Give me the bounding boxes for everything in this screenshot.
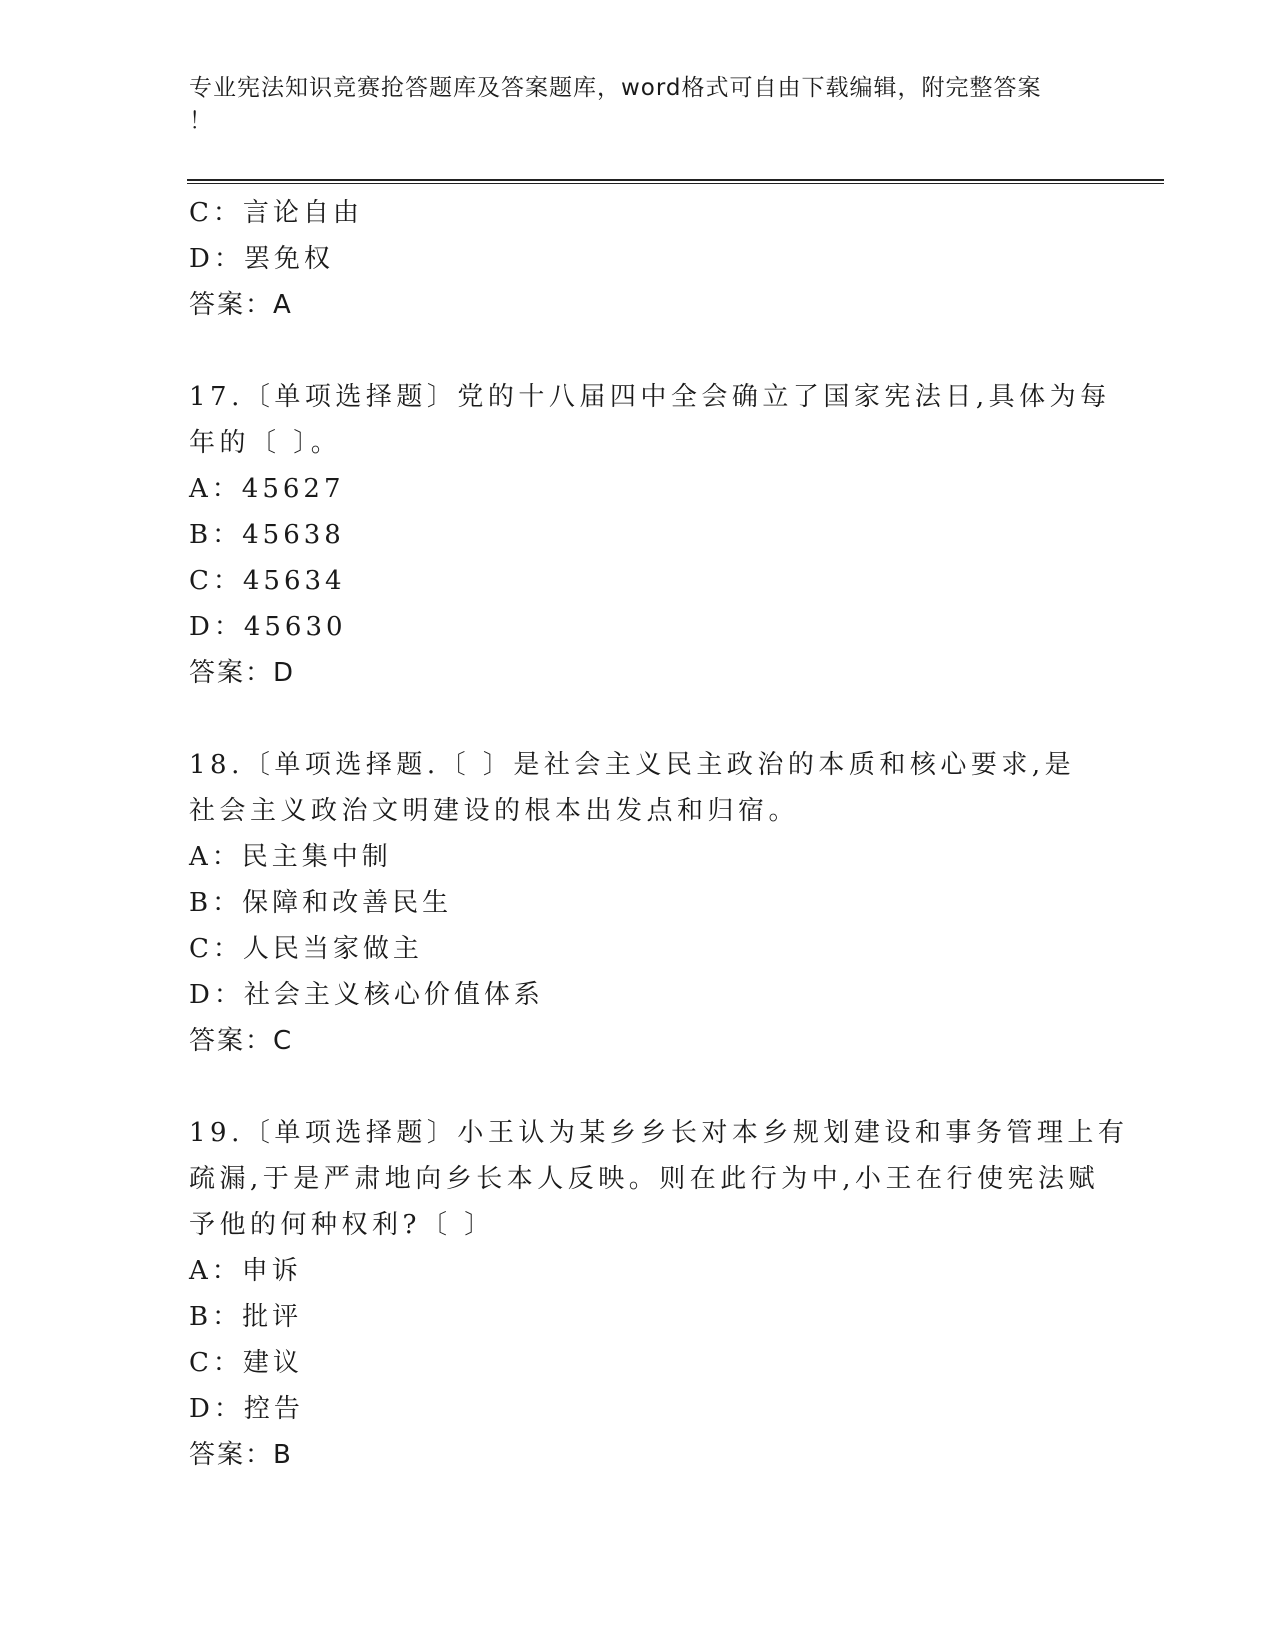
answer-line: 答案：B (189, 1440, 293, 1470)
option-c: C：建议 (189, 1348, 303, 1378)
question-stem (189, 1110, 1129, 1248)
option-a: A：民主集中制 (189, 842, 392, 872)
option-b: B：批评 (189, 1302, 303, 1332)
stem-line: 18.〔单项选择题.〔 〕是社会主义民主政治的本质和核心要求,是 (189, 750, 1076, 780)
header-rule-thick (187, 179, 1164, 181)
option-b: B：45638 (189, 520, 345, 550)
stem-line: 予他的何种权利?〔 〕 (189, 1210, 495, 1240)
stem-line: 17.〔单项选择题〕党的十八届四中全会确立了国家宪法日,具体为每 (189, 382, 1111, 412)
option-c: C：言论自由 (189, 198, 363, 228)
option-a: A：45627 (189, 474, 345, 504)
question-block-19 (189, 1110, 1129, 1478)
question-stem (189, 374, 1111, 466)
option-a: A：申诉 (189, 1256, 302, 1286)
header-rule-thin (187, 183, 1164, 184)
option-d: D：社会主义核心价值体系 (189, 980, 544, 1010)
option-d: D：罢免权 (189, 244, 334, 274)
question-block-17 (189, 374, 1111, 696)
options (189, 1248, 1089, 1432)
question-stem (189, 742, 1089, 834)
options (189, 466, 1089, 650)
question-block-16 (189, 190, 1089, 328)
stem-line: 年的〔 〕。 (189, 428, 342, 458)
question-list (189, 190, 1129, 1478)
option-d: D：45630 (189, 612, 347, 642)
option-c: C：人民当家做主 (189, 934, 423, 964)
stem-line: 社会主义政治文明建设的根本出发点和归宿。 (189, 796, 800, 826)
page-header (189, 72, 1069, 138)
header-title-line-1: 专业宪法知识竞赛抢答题库及答案题库，word格式可自由下载编辑，附完整答案 (189, 75, 1042, 101)
question-block-18 (189, 742, 1089, 1064)
option-d: D：控告 (189, 1394, 304, 1424)
answer-line: 答案：A (189, 290, 293, 320)
header-title-line-2: ！ (189, 108, 213, 134)
options (189, 190, 1089, 282)
answer-line: 答案：D (189, 658, 296, 688)
stem-line: 疏漏,于是严肃地向乡长本人反映。则在此行为中,小王在行使宪法赋 (189, 1164, 1100, 1194)
option-c: C：45634 (189, 566, 346, 596)
option-b: B：保障和改善民生 (189, 888, 453, 918)
stem-line: 19.〔单项选择题〕小王认为某乡乡长对本乡规划建设和事务管理上有 (189, 1118, 1129, 1148)
answer-line: 答案：C (189, 1026, 294, 1056)
options (189, 834, 1089, 1018)
